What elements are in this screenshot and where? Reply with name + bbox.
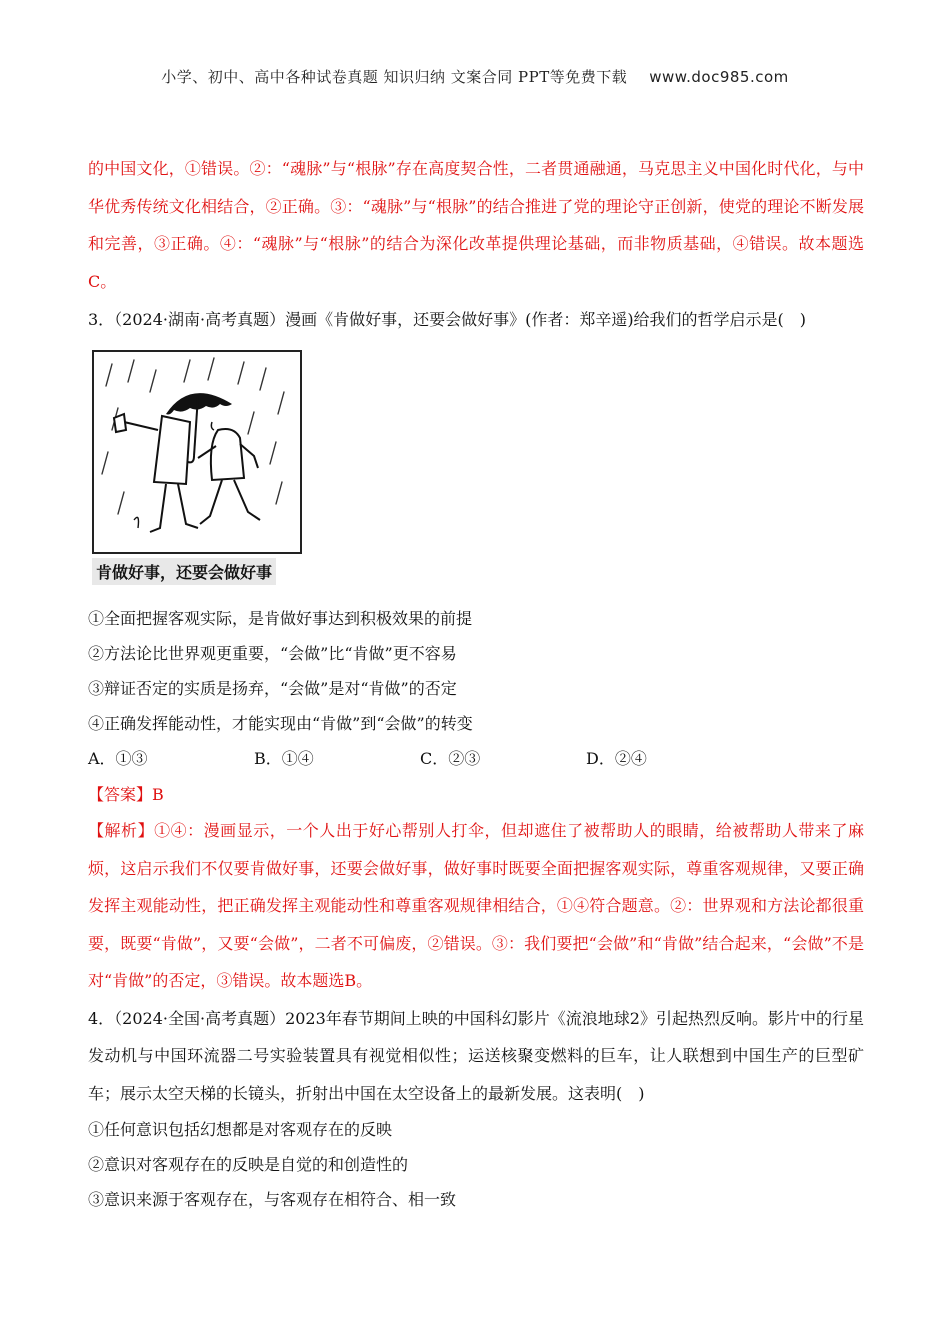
q3-option-a: A．①③ [88,749,148,768]
q3-statement-2: ②方法论比世界观更重要，“会做”比“肯做”更不容易 [88,644,457,663]
q3-option-c: C．②③ [420,749,481,768]
q3-analysis-text: ①④：漫画显示，一个人出于好心帮别人打伞，但却遮住了被帮助人的眼睛，给被帮助人带来了麻烦，这启示我们不仅要肯做好事，还要会做好事，做好事时既要全面把握客观实际，尊重客观规律，又要正确发挥主观能动性，把正确发挥主观能动性和尊重客观规律相结合，①④符合题意。②：世界观和方法论都很重要，既要“肯做”，又要“会做”，二者不可偏废，②错误。③：我们要把“会做”和“肯做”结合起来，“会做”不是对“肯做”的否定，③错误。故本题选B。 [88,821,864,990]
document-body [88,150,864,1217]
prev-analysis: 的中国文化，①错误。②：“魂脉”与“根脉”存在高度契合性，二者贯通融通，马克思主义中国化时代化，与中华优秀传统文化相结合，②正确。③：“魂脉”与“根脉”的结合推进了党的理论守正创新，使党的理论不断发展和完善，③正确。④：“魂脉”与“根脉”的结合为深化改革提供理论基础，而非物质基础，④错误。故本题选C。 [88,159,864,291]
q3-options [88,741,864,777]
q3-answer: 【答案】B [88,785,164,804]
q3-stem: 3．（2024·湖南·高考真题）漫画《肯做好事，还要会做好事》(作者：郑辛遥)给我们的哲学启示是( ) [88,310,807,329]
q3-cartoon [92,350,302,585]
header-text: 小学、初中、高中各种试卷真题 知识归纳 文案合同 PPT等免费下载 [161,68,628,86]
q3-option-b: B．①④ [254,749,314,768]
q3-option-d: D．②④ [586,749,647,768]
header-site[interactable]: www.doc985.com [649,68,789,86]
page-header [0,66,950,87]
cartoon-frame [92,350,302,554]
q3-analysis [88,812,864,1000]
cartoon-caption: 肯做好事，还要会做好事 [92,558,276,585]
q3-analysis-label: 【解析】 [88,821,155,840]
q4-statement-1: ①任何意识包括幻想都是对客观存在的反映 [88,1120,393,1139]
q4-statement-3: ③意识来源于客观存在，与客观存在相符合、相一致 [88,1190,457,1209]
cartoon-illustration-icon [94,352,300,552]
q3-statement-1: ①全面把握客观实际，是肯做好事达到积极效果的前提 [88,609,473,628]
q3-statement-4: ④正确发挥能动性，才能实现由“肯做”到“会做”的转变 [88,714,473,733]
q4-statement-2: ②意识对客观存在的反映是自觉的和创造性的 [88,1155,409,1174]
q3-statement-3: ③辩证否定的实质是扬弃，“会做”是对“肯做”的否定 [88,679,457,698]
q4-stem: 4．（2024·全国·高考真题）2023年春节期间上映的中国科幻影片《流浪地球2》引起热烈反响。影片中的行星发动机与中国环流器二号实验装置具有视觉相似性；运送核聚变燃料的巨车，让人联想到中国生产的巨型矿车；展示太空天梯的长镜头，折射出中国在太空设备上的最新发展。这表明( ) [88,1008,864,1103]
